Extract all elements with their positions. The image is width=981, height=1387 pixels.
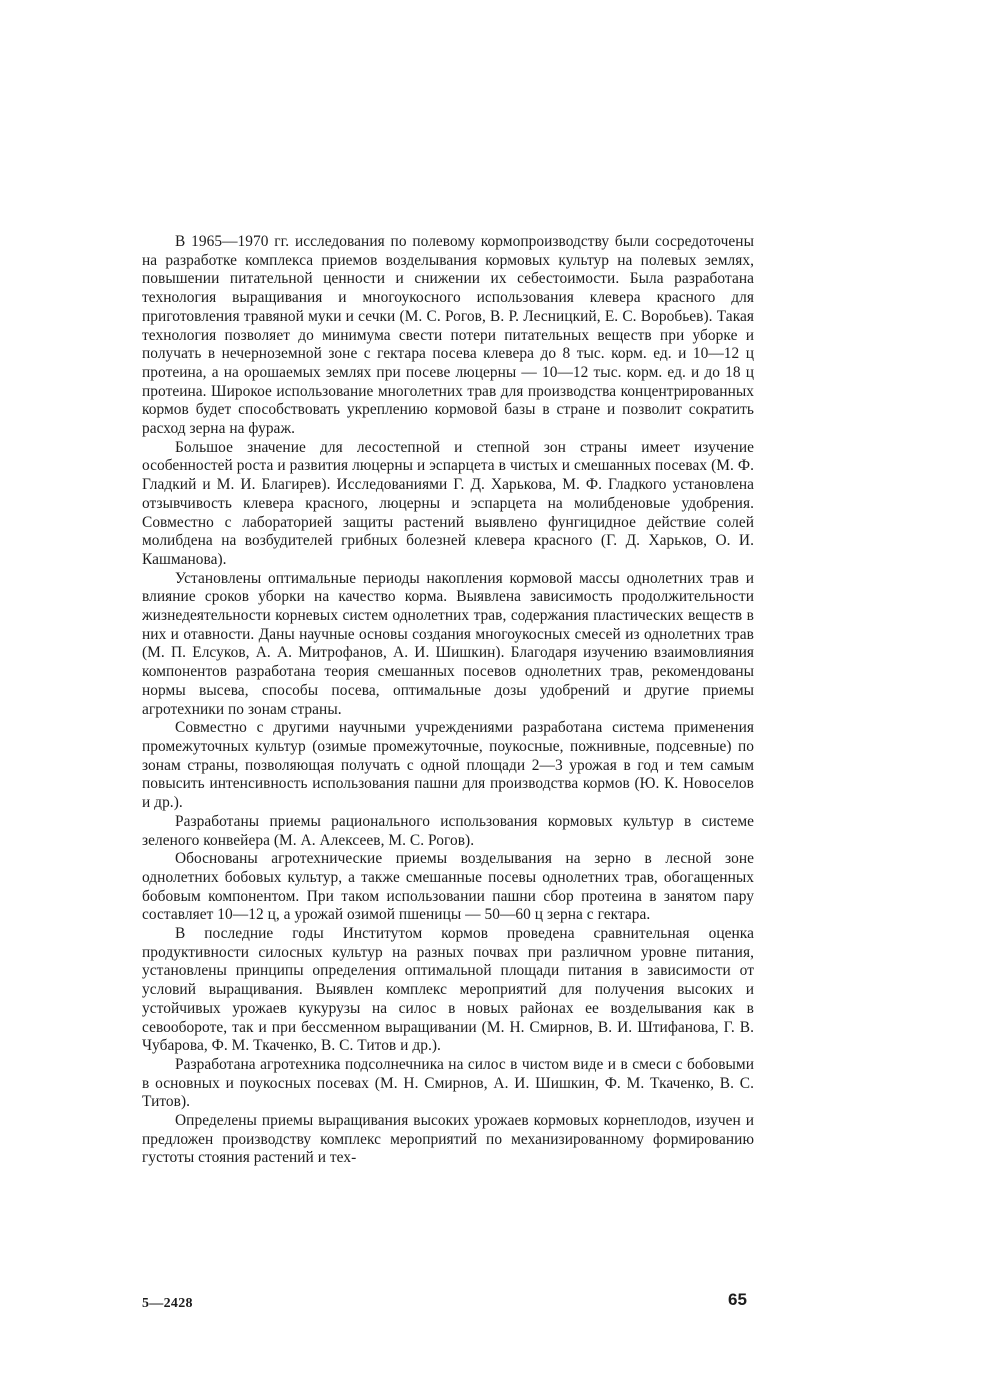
paragraph: Совместно с другими научными учреждениями разработана система применения промежуточных культур (озимые промежуточные, поукосные, пожнивные, подсевные) по зонам страны, позволяющая получать с одной площади 2—3 урожая в год и тем самым повысить интенсивность использования пашни для производства кормов (Ю. К. Новоселов и др.). — [142, 719, 754, 812]
paragraph: В 1965—1970 гг. исследования по полевому кормопроизводству были сосредоточены на разработке комплекса приемов возделывания кормовых культур на полевых землях, повышении питательной ценности и снижении их себестоимости. Была разработана технология выращивания и многоукосного использования клевера красного для приготовления травяной муки и сечки (М. С. Рогов, В. Р. Лесницкий, Е. С. Воробьев). Такая технология позволяет до минимума свести потери питательных веществ при уборке и получать в нечерноземной зоне с гектара посева клевера до 8 тыс. корм. ед. и 10—12 ц протеина, а на орошаемых землях при посеве люцерны — 10—12 тыс. корм. ед. и до 18 ц протеина. Широкое использование многолетних трав для производства концентрированных кормов будет способствовать укреплению кормовой базы в стране и позволит сократить расход зерна на фураж. — [142, 233, 754, 438]
paragraph: В последние годы Институтом кормов проведена сравнительная оценка продуктивности силосных культур на разных почвах при различном уровне питания, установлены принципы определения оптимальной площади питания в зависимости от условий выращивания. Выявлен комплекс мероприятий для получения высоких и устойчивых урожаев кукурузы на силос в новых районах ее возделывания как в севообороте, так и при бессменном выращивании (М. Н. Смирнов, В. И. Штифанова, Г. В. Чубарова, Ф. М. Ткаченко, В. С. Титов и др.). — [142, 925, 754, 1055]
printing-signature: 5—2428 — [142, 1296, 193, 1311]
paragraph: Разработаны приемы рационального использования кормовых культур в системе зеленого конвейера (М. А. Алексеев, М. С. Рогов). — [142, 812, 754, 849]
page-number: 65 — [728, 1290, 747, 1309]
paragraph: Разработана агротехника подсолнечника на силос в чистом виде и в смеси с бобовыми в основных и поукосных посевах (М. Н. Смирнов, А. И. Шишкин, Ф. М. Ткаченко, В. С. Титов). — [142, 1055, 754, 1111]
body-text — [142, 233, 754, 1168]
paragraph: Большое значение для лесостепной и степной зон страны имеет изучение особенностей роста и развития люцерны и эспарцета в чистых и смешанных посевах (М. Ф. Гладкий и М. И. Благирев). Исследованиями Г. Д. Харькова, М. Ф. Гладкого установлена отзывчивость клевера красного, люцерны и эспарцета на молибденовые удобрения. Совместно с лабораторией защиты растений выявлено фунгицидное действие солей молибдена на возбудителей грибных болезней клевера красного (Г. Д. Харьков, О. И. Кашманова). — [142, 438, 754, 568]
paragraph: Определены приемы выращивания высоких урожаев кормовых корнеплодов, изучен и предложен производству комплекс мероприятий по механизированному формированию густоты стояния растений и тех- — [142, 1112, 754, 1167]
paragraph: Обоснованы агротехнические приемы возделывания на зерно в лесной зоне однолетних бобовых культур, а также смешанные посевы однолетних трав, обогащенных бобовым компонентом. При таком использовании пашни сбор протеина в занятом пару составляет 10—12 ц, а урожай озимой пшеницы — 50—60 ц зерна с гектара. — [142, 850, 754, 924]
paragraph: Установлены оптимальные периоды накопления кормовой массы однолетних трав и влияние сроков уборки на качество корма. Выявлена зависимость продолжительности жизнедеятельности корневых систем однолетних трав, содержания пластических веществ в них и отавности. Даны научные основы создания многоукосных смесей из однолетних трав (М. П. Елсуков, А. А. Митрофанов, А. И. Шишкин). Благодаря изучению взаимовлияния компонентов разработана теория смешанных посевов однолетних трав, рекомендованы нормы высева, способы посева, оптимальные дозы удобрений и другие приемы агротехники по зонам страны. — [142, 569, 754, 718]
